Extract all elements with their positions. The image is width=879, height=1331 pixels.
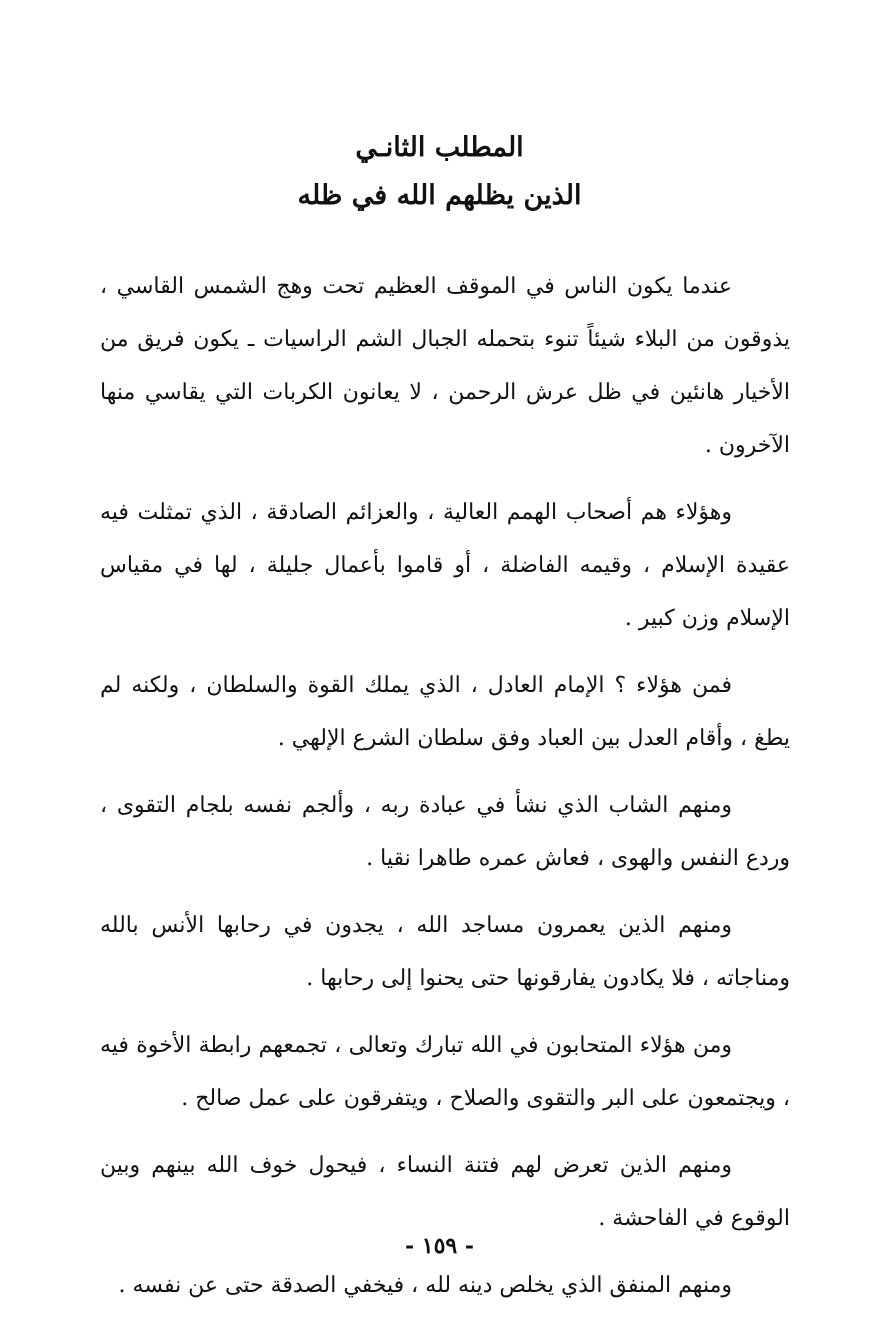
page-number: - ١٥٩ - bbox=[404, 1233, 475, 1259]
paragraph-6: ومن هؤلاء المتحابون في الله تبارك وتعالى ، تجمعهم رابطة الأخوة فيه ، ويجتمعون على البر والتقوى والصلاح ، ويتفرقون على عمل صالح . bbox=[100, 1033, 790, 1111]
paragraph-1: عندما يكون الناس في الموقف العظيم تحت وهج الشمس القاسي ، يذوقون من البلاء شيئاً تنوء بتحمله الجبال الشم الراسيات ـ يكون فريق من الأخيار هانئين في ظل عرش الرحمن ، لا يعانون الكربات التي يقاسي منها الآخرون . bbox=[100, 274, 790, 458]
paragraph-2: وهؤلاء هم أصحاب الهمم العالية ، والعزائم الصادقة ، الذي تمثلت فيه عقيدة الإسلام ، وقيمه الفاضلة ، أو قاموا بأعمال جليلة ، لها في مقياس الإسلام وزن كبير . bbox=[100, 500, 790, 631]
paragraph-5: ومنهم الذين يعمرون مساجد الله ، يجدون في رحابها الأنس بالله ومناجاته ، فلا يكادون يفارقونها حتى يحنوا إلى رحابها . bbox=[100, 913, 790, 991]
paragraph-4: ومنهم الشاب الذي نشأ في عبادة ربه ، وألجم نفسه بلجام التقوى ، وردع النفس والهوى ، فعاش عمره طاهرا نقيا . bbox=[100, 793, 790, 871]
paragraph-7: ومنهم الذين تعرض لهم فتنة النساء ، فيحول خوف الله بينهم وبين الوقوع في الفاحشة . bbox=[100, 1153, 790, 1231]
section-subtitle: الذين يظلهم الله في ظله bbox=[297, 180, 582, 211]
paragraph-8: ومنهم المنفق الذي يخلص دينه لله ، فيخفي الصدقة حتى عن نفسه . bbox=[118, 1273, 732, 1298]
body-text bbox=[100, 260, 790, 1326]
section-title: المطلب الثانـي bbox=[355, 132, 524, 163]
paragraph-3: فمن هؤلاء ؟ الإمام العادل ، الذي يملك القوة والسلطان ، ولكنه لم يطغ ، وأقام العدل بين العباد وفق سلطان الشرع الإلهي . bbox=[100, 673, 790, 751]
